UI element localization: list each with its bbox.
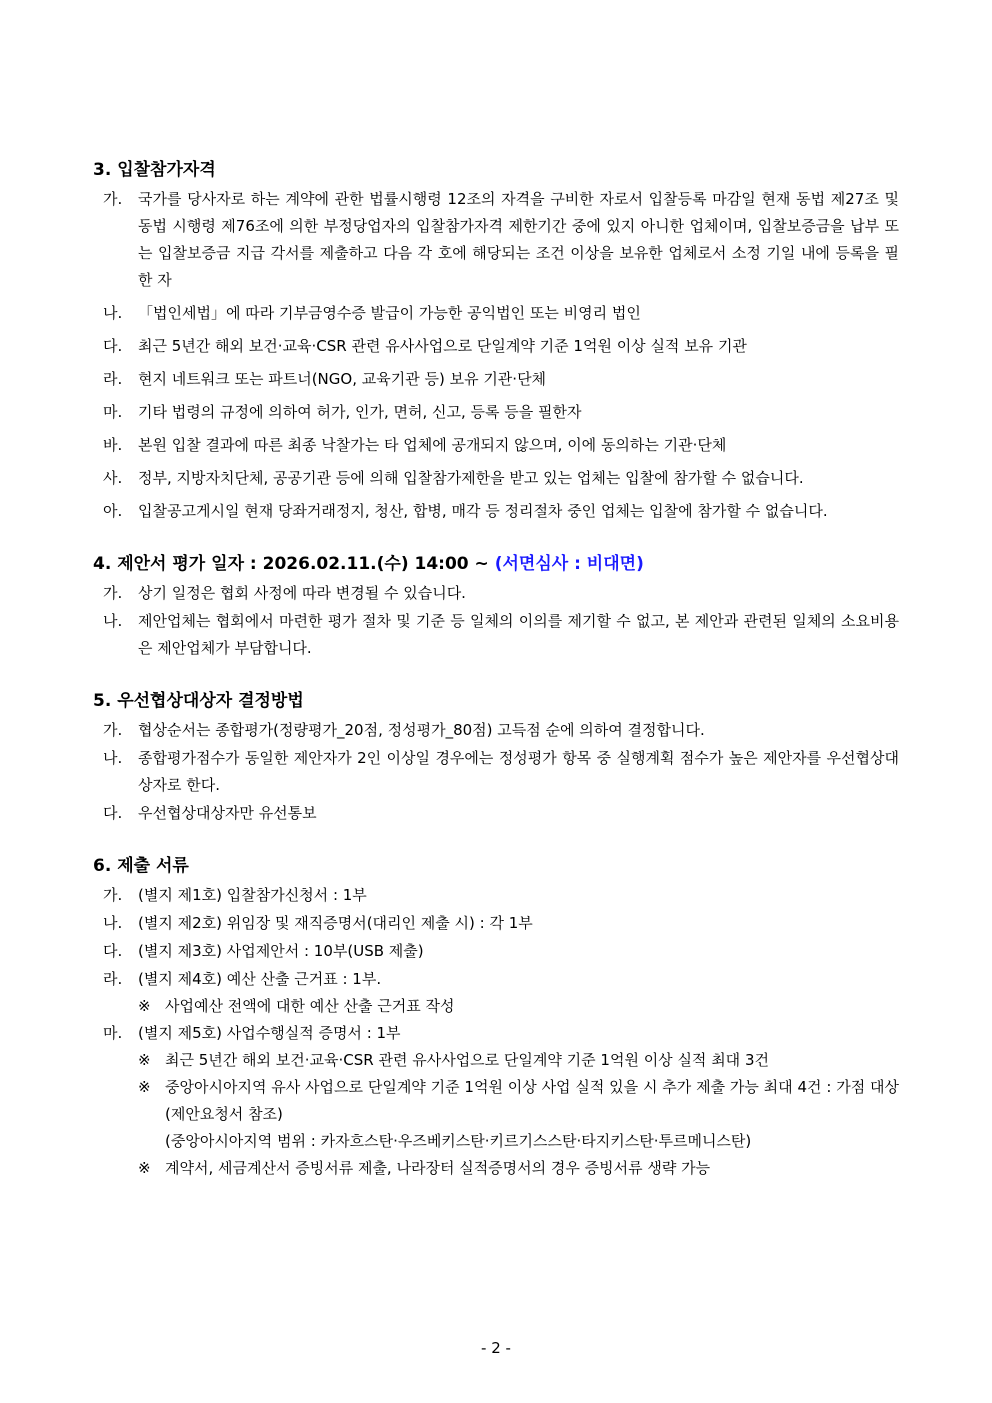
item-text: 최근 5년간 해외 보건·교육·CSR 관련 유사사업으로 단일계약 기준 1억원 이상 실적 보유 기관 [138,337,747,355]
page-number: - 2 - [481,1339,511,1357]
list-item [93,186,899,294]
note-text: 최근 5년간 해외 보건·교육·CSR 관련 유사사업으로 단일계약 기준 1억원 이상 실적 최대 3건 [165,1051,769,1069]
note-marker: ※ [138,1051,151,1069]
item-marker: 마. [103,403,123,421]
item-text: (별지 제3호) 사업제안서 : 10부(USB 제출) [138,942,424,960]
item-text: 상기 일정은 협회 사정에 따라 변경될 수 있습니다. [138,584,466,602]
list-item [93,399,899,426]
item-text: 「법인세법」에 따라 기부금영수증 발급이 가능한 공익법인 또는 비영리 법인 [138,304,641,322]
list-item [93,366,899,393]
list-item [93,608,899,662]
list-item [93,966,899,993]
item-text: 입찰공고게시일 현재 당좌거래정지, 청산, 합병, 매각 등 정리절차 중인 업체는 입찰에 참가할 수 없습니다. [138,502,828,520]
note-marker [138,1128,165,1155]
item-text: 본원 입찰 결과에 따른 최종 낙찰가는 타 업체에 공개되지 않으며, 이에 동의하는 기관·단체 [138,436,727,454]
note-marker: ※ [138,1078,151,1096]
list-item [93,333,899,360]
note-item [93,1047,899,1074]
item-marker: 아. [103,502,123,520]
item-marker: 나. [103,612,123,630]
item-text: 종합평가점수가 동일한 제안자가 2인 이상일 경우에는 정성평가 항목 중 실행계획 점수가 높은 제안자를 우선협상대상자로 한다. [138,749,899,794]
section-title-highlight: (서면심사 : 비대면) [494,554,644,574]
list-item [93,498,899,525]
item-marker: 마. [103,1024,123,1042]
note-marker: ※ [138,1159,151,1177]
item-text: 우선협상대상자만 유선통보 [138,804,317,822]
item-text: 현지 네트워크 또는 파트너(NGO, 교육기관 등) 보유 기관·단체 [138,370,547,388]
section-title: 6. 제출 서류 [93,856,189,876]
item-marker: 바. [103,436,123,454]
section-evaluation-date [93,551,899,662]
item-marker: 나. [103,749,123,767]
item-marker: 나. [103,914,123,932]
item-marker: 다. [103,337,123,355]
note-item [93,1074,899,1128]
list-item [93,745,899,799]
list-item [93,465,899,492]
list-item [93,882,899,909]
section-documents [93,853,899,1182]
note-text: 계약서, 세금계산서 증빙서류 제출, 나라장터 실적증명서의 경우 증빙서류 생략 가능 [165,1159,711,1177]
item-text: (별지 제5호) 사업수행실적 증명서 : 1부 [138,1024,401,1042]
list-item [93,800,899,827]
section-negotiation-method [93,688,899,827]
note-marker: ※ [138,997,151,1015]
item-marker: 사. [103,469,123,487]
note-item [93,1128,899,1155]
list-item [93,1020,899,1047]
item-text: 제안업체는 협회에서 마련한 평가 절차 및 기준 등 일체의 이의를 제기할 수 없고, 본 제안과 관련된 일체의 소요비용은 제안업체가 부담합니다. [138,612,899,657]
item-marker: 가. [103,886,123,904]
list-item [93,717,899,744]
item-text: (별지 제2호) 위임장 및 재직증명서(대리인 제출 시) : 각 1부 [138,914,533,932]
document-body [93,157,899,1208]
item-marker: 다. [103,804,123,822]
item-text: 국가를 당사자로 하는 계약에 관한 법률시행령 12조의 자격을 구비한 자로서 입찰등록 마감일 현재 동법 제27조 및 동법 시행령 제76조에 의한 부정당업자의 입찰참가자격 제한기간 중에 있지 아니한 업체이며, 입찰보증금을 납부 또는 입찰보증금 지급 각서를 제출하고 다음 각 호에 해당되는 조건 이상을 보유한 업체로서 소정 기일 내에 등록을 필한 자 [138,190,899,289]
item-marker: 라. [103,970,123,988]
item-text: (별지 제4호) 예산 산출 근거표 : 1부. [138,970,382,988]
item-marker: 가. [103,190,123,208]
item-text: 협상순서는 종합평가(정량평가_20점, 정성평가_80점) 고득점 순에 의하여 결정합니다. [138,721,705,739]
item-text: 정부, 지방자치단체, 공공기관 등에 의해 입찰참가제한을 받고 있는 업체는 입찰에 참가할 수 없습니다. [138,469,804,487]
section-title: 3. 입찰참가자격 [93,160,216,180]
note-text: 사업예산 전액에 대한 예산 산출 근거표 작성 [165,997,455,1015]
note-text: 중앙아시아지역 유사 사업으로 단일계약 기준 1억원 이상 사업 실적 있을 시 추가 제출 가능 최대 4건 : 가점 대상(제안요청서 참조) [165,1078,899,1123]
note-item [93,993,899,1020]
item-marker: 가. [103,721,123,739]
item-text: 기타 법령의 규정에 의하여 허가, 인가, 면허, 신고, 등록 등을 필한자 [138,403,582,421]
list-item [93,580,899,607]
item-marker: 라. [103,370,123,388]
note-text: (중앙아시아지역 범위 : 카자흐스탄·우즈베키스탄·키르기스스탄·타지키스탄·투르메니스탄) [165,1132,752,1150]
item-text: (별지 제1호) 입찰참가신청서 : 1부 [138,886,367,904]
section-title [93,551,899,577]
section-eligibility [93,157,899,525]
item-marker: 나. [103,304,123,322]
section-title-text: 4. 제안서 평가 일자 : 2026.02.11.(수) 14:00 ~ [93,554,495,574]
section-title: 5. 우선협상대상자 결정방법 [93,691,304,711]
note-item [93,1155,899,1182]
list-item [93,300,899,327]
list-item [93,432,899,459]
list-item [93,910,899,937]
list-item [93,938,899,965]
item-marker: 가. [103,584,123,602]
item-marker: 다. [103,942,123,960]
